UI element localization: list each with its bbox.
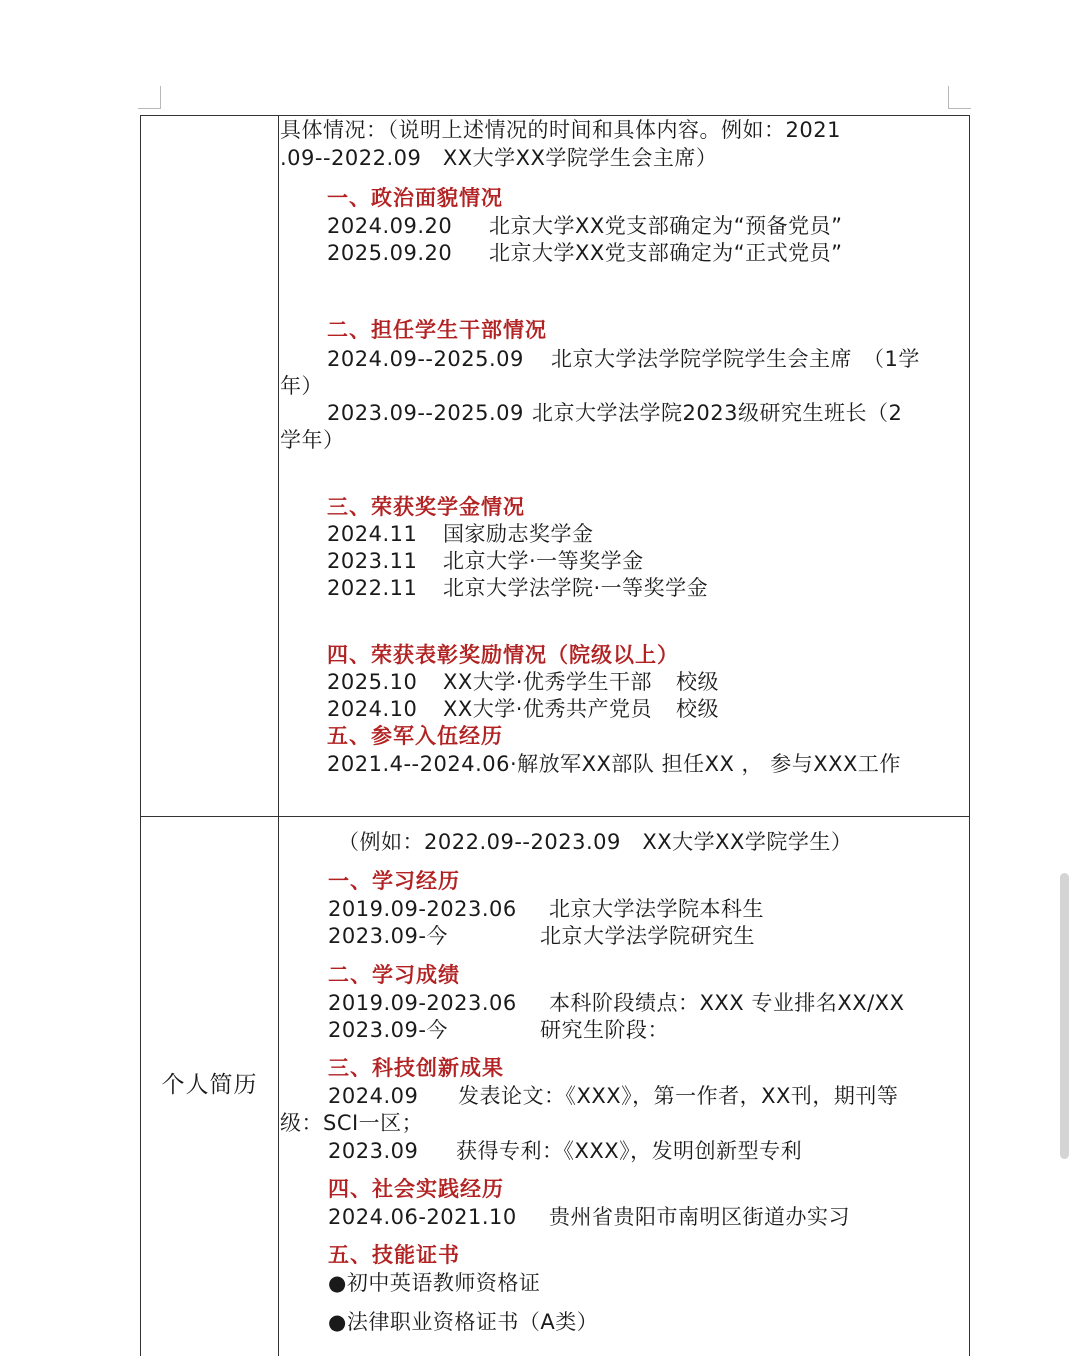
item-date: 2023.09-今 — [328, 924, 448, 948]
heading-practice: 四、社会实践经历 — [328, 1177, 504, 1201]
list-item: ●初中英语教师资格证 — [328, 1271, 541, 1295]
item-text: 本科阶段绩点：XXX 专业排名XX/XX — [549, 991, 905, 1015]
item-date: 2019.09-2023.06 — [328, 991, 517, 1015]
resume-table — [140, 115, 970, 1356]
item-date: 2024.06-2021.10 — [328, 1205, 517, 1229]
item-wrap: 级：SCI一区； — [280, 1111, 424, 1135]
list-item: ●法律职业资格证书（A类） — [328, 1310, 599, 1334]
list-item: 2021.4--2024.06·解放军XX部队 担任XX ， 参与XXX工作 — [327, 752, 901, 776]
item-date: 2019.09-2023.06 — [328, 897, 517, 921]
item-date: 2025.09.20 — [327, 241, 453, 265]
details-cell[interactable] — [280, 116, 967, 816]
scrollbar-thumb[interactable] — [1060, 873, 1069, 1159]
list-item — [328, 1203, 967, 1231]
item-text: 北京大学法学院2023级研究生班长（2 — [532, 401, 903, 425]
list-item — [328, 989, 967, 1017]
item-date: 2023.11 — [327, 549, 418, 573]
list-item — [327, 239, 967, 267]
item-text: 发表论文：《XXX》，第一作者，XX刊，期刊等 — [458, 1084, 899, 1108]
heading-certs: 五、技能证书 — [328, 1243, 460, 1267]
page-corner-mark-right — [948, 86, 971, 109]
heading-military: 五、参军入伍经历 — [327, 724, 503, 748]
list-item — [327, 212, 967, 240]
heading-study: 一、学习经历 — [328, 869, 460, 893]
item-text: XX大学·优秀共产党员 — [443, 697, 652, 721]
list-item — [327, 547, 967, 575]
item-date: 2025.10 — [327, 670, 418, 694]
resume-cell[interactable] — [280, 818, 967, 1356]
intro-line: .09--2022.09 XX大学XX学院学生会主席） — [280, 146, 718, 170]
item-level: 校级 — [675, 697, 719, 721]
item-text: 北京大学法学院本科生 — [549, 897, 764, 921]
heading-scholarship: 三、荣获奖学金情况 — [327, 495, 525, 519]
item-text: 北京大学法学院研究生 — [540, 924, 755, 948]
heading-political: 一、政治面貌情况 — [327, 186, 503, 210]
item-date: 2024.09.20 — [327, 214, 453, 238]
list-item — [327, 345, 967, 373]
item-text: 获得专利：《XXX》，发明创新型专利 — [456, 1139, 803, 1163]
item-text: 北京大学法学院·一等奖学金 — [443, 576, 709, 600]
item-date: 2024.10 — [327, 697, 418, 721]
row-label-resume: 个人简历 — [161, 1072, 258, 1098]
item-wrap: 年） — [280, 374, 323, 398]
row-divider — [141, 816, 969, 817]
list-item — [327, 695, 967, 723]
example-line: （例如：2022.09--2023.09 XX大学XX学院学生） — [338, 830, 853, 854]
item-date: 2024.11 — [327, 522, 418, 546]
list-item — [328, 1016, 967, 1044]
item-date: 2022.11 — [327, 576, 418, 600]
item-text: 北京大学XX党支部确定为“正式党员” — [489, 241, 843, 265]
list-item — [328, 922, 967, 950]
list-item — [327, 399, 967, 427]
item-date: 2024.09 — [328, 1084, 419, 1108]
item-date: 2023.09--2025.09 — [327, 401, 524, 425]
list-item — [328, 895, 967, 923]
list-item — [327, 520, 967, 548]
heading-cadre: 二、担任学生干部情况 — [327, 318, 547, 342]
heading-honors: 四、荣获表彰奖励情况（院级以上） — [327, 643, 679, 667]
item-date: 2024.09--2025.09 — [327, 347, 524, 371]
page-corner-mark-left — [138, 86, 161, 109]
item-text: XX大学·优秀学生干部 — [443, 670, 652, 694]
item-text: 北京大学XX党支部确定为“预备党员” — [489, 214, 843, 238]
list-item — [328, 1082, 967, 1110]
item-text: 贵州省贵阳市南明区街道办实习 — [549, 1205, 850, 1229]
list-item — [327, 668, 967, 696]
item-text: 北京大学·一等奖学金 — [443, 549, 644, 573]
item-wrap: 学年） — [280, 428, 345, 452]
item-text: 国家励志奖学金 — [443, 522, 594, 546]
item-level: 校级 — [675, 670, 719, 694]
intro-line: 具体情况：（说明上述情况的时间和具体内容。例如：2021 — [280, 118, 841, 142]
heading-grades: 二、学习成绩 — [328, 963, 460, 987]
item-date: 2023.09-今 — [328, 1018, 448, 1042]
list-item — [327, 574, 967, 602]
item-text: 北京大学法学院学院学生会主席 （1学 — [551, 347, 920, 371]
item-text: 研究生阶段： — [540, 1018, 669, 1042]
heading-research: 三、科技创新成果 — [328, 1056, 504, 1080]
column-divider — [278, 116, 279, 1356]
list-item — [328, 1137, 967, 1165]
item-date: 2023.09 — [328, 1139, 419, 1163]
